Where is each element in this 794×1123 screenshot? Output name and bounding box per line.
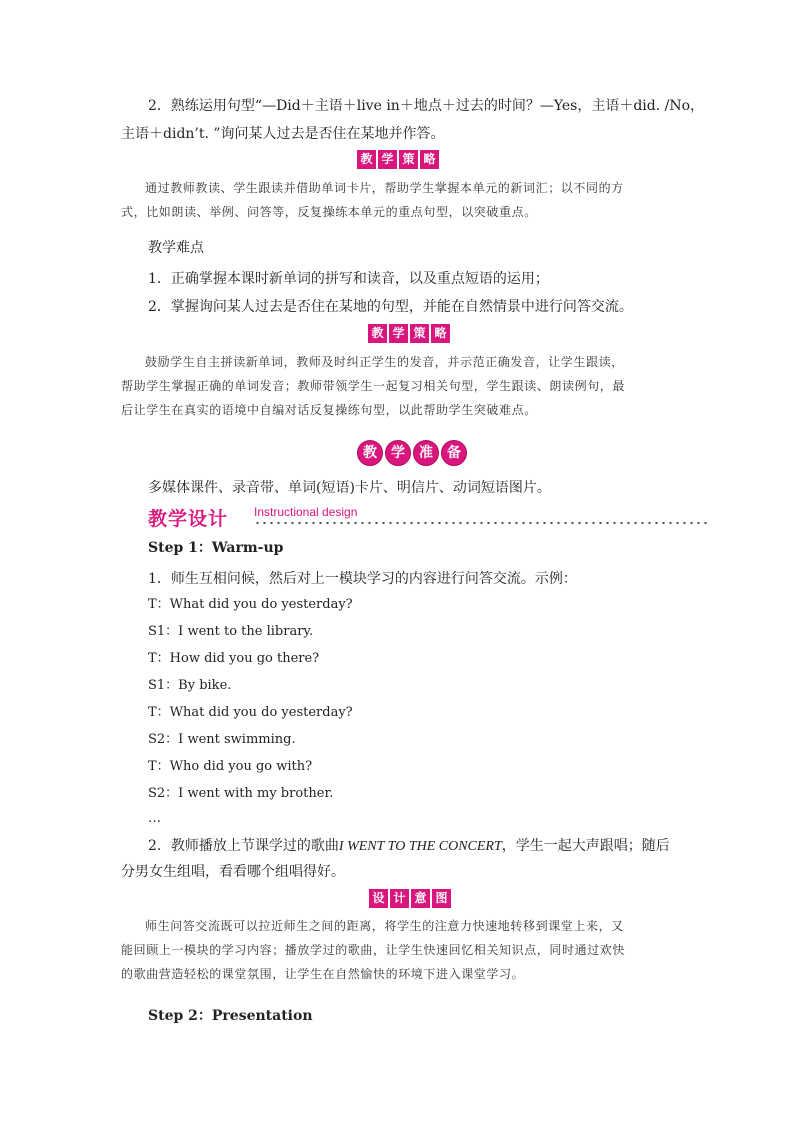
badge-char: 图: [432, 889, 451, 908]
step-1-item-2: [148, 836, 670, 857]
title-char: 学: [385, 440, 411, 466]
badge-char: 意: [411, 889, 430, 908]
strategy-line: 通过教师教读、学生跟读并借助单词卡片，帮助学生掌握本单元的新词汇；以不同的方: [145, 181, 624, 195]
dialogue-line: S2：I went swimming.: [148, 732, 296, 747]
step-1-item-2-cont: 分男女生组唱，看看哪个组唱得好。: [121, 864, 345, 880]
section-subtitle: Instructional design: [254, 505, 358, 519]
badge-char: 设: [369, 889, 388, 908]
step-2-title: Step 2：Presentation: [148, 1008, 313, 1024]
title-char: 教: [357, 440, 383, 466]
objective-line-1: 2．熟练运用句型“—Did＋主语＋live in＋地点＋过去的时间？—Yes，主语＋did. /No，: [148, 98, 705, 114]
song-title: I WENT TO THE CONCERT: [338, 839, 502, 854]
dialogue-line: T：What did you do yesterday?: [148, 705, 353, 720]
item-text: ，学生一起大声跟唱；随后: [501, 838, 670, 854]
badge-char: 学: [378, 150, 397, 169]
section-title: 教学设计: [148, 508, 229, 530]
badge-char: 教: [368, 324, 387, 343]
strategy-line: 后让学生在真实的语境中自编对话反复操练句型，以此帮助学生突破难点。: [121, 403, 537, 417]
intent-paragraph: [121, 914, 677, 986]
strategy-paragraph-2: [121, 350, 677, 422]
dialogue-line: S1：By bike.: [148, 678, 232, 693]
difficulty-item-1: 1．正确掌握本课时新单词的拼写和读音，以及重点短语的运用；: [148, 271, 549, 287]
intent-line: 能回顾上一模块的学习内容；播放学过的歌曲，让学生快速回忆相关知识点，同时通过欢快: [121, 943, 626, 957]
objective-line-2: 主语＋didn’t. ”询问某人过去是否住在某地并作答。: [121, 126, 445, 142]
badge-char: 计: [390, 889, 409, 908]
badge-char: 教: [357, 150, 376, 169]
step-1-item-1: 1．师生互相问候，然后对上一模块学习的内容进行问答交流。示例：: [148, 571, 577, 587]
badge-char: 略: [420, 150, 439, 169]
title-char: 备: [441, 440, 467, 466]
dialogue-line: S2：I went with my brother.: [148, 786, 334, 801]
strategy-line: 帮助学生掌握正确的单词发音；教师带领学生一起复习相关句型，学生跟读、朗读例句，最: [121, 379, 626, 393]
dialogue-line: T：How did you go there?: [148, 651, 320, 666]
dialogue-ellipsis: …: [148, 811, 161, 826]
strategy-paragraph-1: [121, 176, 677, 224]
badge-char: 学: [389, 324, 408, 343]
dialogue-line: S1：I went to the library.: [148, 624, 314, 639]
preparation-text: 多媒体课件、录音带、单词(短语)卡片、明信片、动词短语图片。: [148, 480, 551, 496]
title-char: 准: [413, 440, 439, 466]
intent-line: 的歌曲营造轻松的课堂氛围，让学生在自然愉快的环境下进入课堂学习。: [121, 967, 525, 981]
difficulty-item-2: 2．掌握询问某人过去是否住在某地的句型，并能在自然情景中进行问答交流。: [148, 299, 633, 315]
badge-char: 策: [410, 324, 429, 343]
strategy-badge: [357, 150, 439, 169]
dotted-divider: [254, 521, 710, 525]
strategy-line: 式，比如朗读、举例、问答等，反复操练本单元的重点句型，以突破重点。: [121, 205, 537, 219]
strategy-badge: [368, 324, 450, 343]
dialogue-line: T：Who did you go with?: [148, 759, 313, 774]
step-1-title: Step 1：Warm-up: [148, 540, 284, 556]
difficulty-heading: 教学难点: [148, 240, 204, 256]
dialogue-line: T：What did you do yesterday?: [148, 597, 353, 612]
badge-char: 略: [431, 324, 450, 343]
item-text: 2．教师播放上节课学过的歌曲: [148, 838, 339, 854]
intent-line: 师生问答交流既可以拉近师生之间的距离，将学生的注意力快速地转移到课堂上来，又: [145, 919, 624, 933]
badge-char: 策: [399, 150, 418, 169]
preparation-title: [357, 440, 467, 466]
strategy-line: 鼓励学生自主拼读新单词，教师及时纠正学生的发音，并示范正确发音，让学生跟读，: [145, 355, 624, 369]
intent-badge: [369, 889, 451, 908]
